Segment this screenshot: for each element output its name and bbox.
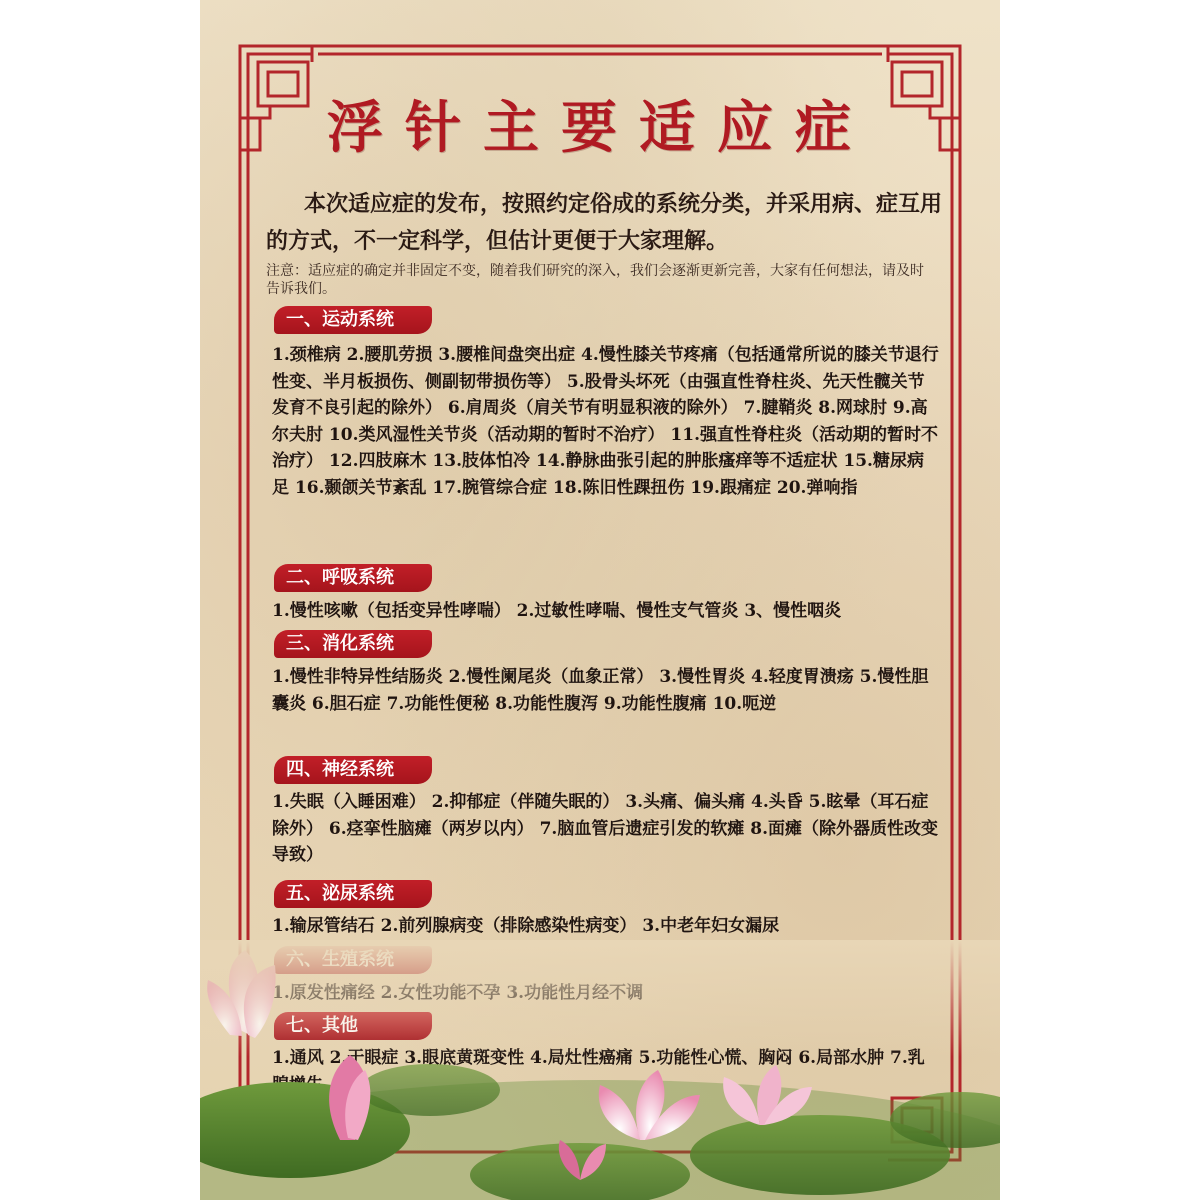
section-heading-digestive: 三、消化系统 bbox=[274, 630, 432, 658]
note-paragraph: 注意：适应症的确定并非固定不变，随着我们研究的深入，我们会逐渐更新完善，大家有任何想法，请及时告诉我们。 bbox=[266, 263, 924, 297]
section-body-digestive: 1.慢性非特异性结肠炎 2.慢性阑尾炎（血象正常） 3.慢性胃炎 4.轻度胃溃疡 5.慢性胆囊炎 6.胆石症 7.功能性便秘 8.功能性腹泻 9.功能性腹痛 10.呃逆 bbox=[272, 667, 929, 714]
poster-title: 浮针主要适应症 bbox=[327, 95, 873, 161]
section-heading-respiratory: 二、呼吸系统 bbox=[274, 564, 432, 592]
section-body-nervous: 1.失眠（入睡困难） 2.抑郁症（伴随失眠的） 3.头痛、偏头痛 4.头昏 5.眩晕（耳石症除外） 6.痉挛性脑瘫（两岁以内） 7.脑血管后遗症引发的软瘫 8.面瘫（除外器质性改变导致） bbox=[272, 792, 938, 865]
section-body-urinary: 1.输尿管结石 2.前列腺病变（排除感染性病变） 3.中老年妇女漏尿 bbox=[272, 916, 780, 936]
section-heading-motor: 一、运动系统 bbox=[274, 306, 432, 334]
poster bbox=[200, 0, 1000, 1200]
section-body-motor: 1.颈椎病 2.腰肌劳损 3.腰椎间盘突出症 4.慢性膝关节疼痛（包括通常所说的膝关节退行性变、半月板损伤、侧副韧带损伤等） 5.股骨头坏死（由强直性脊柱炎、先天性髋关节发育不良引起的除外） 6.肩周炎（肩关节有明显积液的除外） 7.腱鞘炎 8.网球肘 9.高尔夫肘 10.类风湿性关节炎（活动期的暂时不治疗） 11.强直性脊柱炎（活动期的暂时不治疗） 12.四肢麻木 13.肢体怕冷 14.静脉曲张引起的肿胀瘙痒等不适症状 15.糖尿病足 16.颞颌关节紊乱 17.腕管综合症 18.陈旧性踝扭伤 19.跟痛症 20.弹响指 bbox=[272, 345, 939, 498]
section-heading-nervous: 四、神经系统 bbox=[274, 756, 432, 784]
section-body-respiratory: 1.慢性咳嗽（包括变异性哮喘） 2.过敏性哮喘、慢性支气管炎 3、慢性咽炎 bbox=[272, 601, 842, 621]
lotus-pond-decoration bbox=[200, 940, 1000, 1200]
intro-paragraph: 本次适应症的发布，按照约定俗成的系统分类，并采用病、症互用的方式，不一定科学，但估计更便于大家理解。 bbox=[266, 192, 943, 254]
section-heading-urinary: 五、泌尿系统 bbox=[274, 880, 432, 908]
